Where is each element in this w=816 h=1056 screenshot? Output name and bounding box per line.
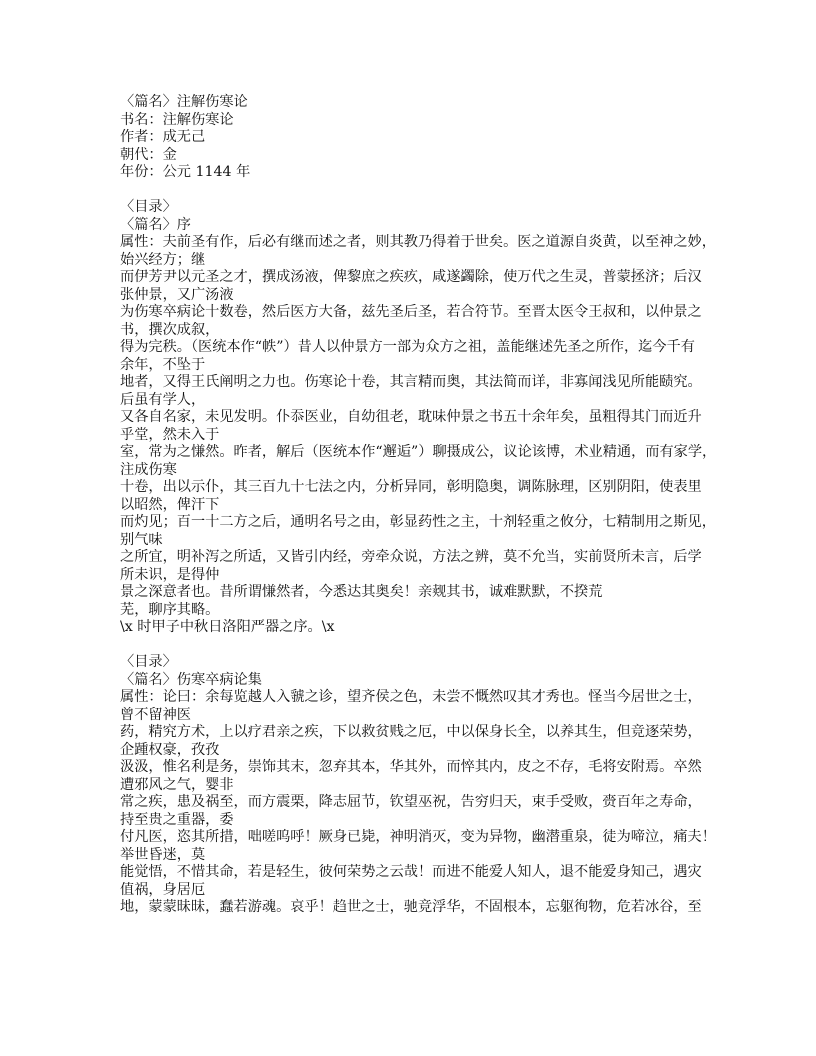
body-line: 注成伤寒 xyxy=(120,461,177,478)
book-name: 书名：注解伤寒论 xyxy=(120,111,234,128)
year: 年份：公元 1144 年 xyxy=(120,164,251,180)
author: 作者：成无己 xyxy=(120,129,206,145)
body-line: 属性：论曰：余每览越人入虢之诊，望齐侯之色，未尝不慨然叹其才秀也。怪当今居世之士， xyxy=(120,689,702,705)
body-line: 能觉悟，不惜其命，若是轻生，彼何荣势之云哉！而进不能爱人知人，退不能爱身知己，遇灾 xyxy=(120,864,702,880)
body-line: 企踵权豪，孜孜 xyxy=(120,741,220,758)
body-line: 药，精究方术，上以疗君亲之疾，下以救贫贱之厄，中以保身长全，以养其生，但竞逐荣势， xyxy=(120,724,702,740)
body-line: 常之疾，患及祸至，而方震栗，降志屈节，钦望巫祝，告穷归天，束手受败，赍百年之寿命， xyxy=(120,794,702,810)
body-line: 又各自名家，未见发明。仆忝医业，自幼徂老，耽味仲景之书五十余年矣，虽粗得其门而近升 xyxy=(120,409,702,425)
body-line: 曾不留神医 xyxy=(120,706,191,723)
body-line: 遭邪风之气，婴非 xyxy=(120,776,234,793)
body-line: 而伊芳尹以元圣之才，撰成汤液，俾黎庶之疾疚，咸遂蠲除，使万代之生灵，普蒙拯济；后汉 xyxy=(120,269,702,285)
body-line: 得为完秩。（医统本作“帙”）昔人以仲景方一部为众方之祖，盖能继述先圣之所作，迄今千有 xyxy=(120,339,695,355)
body-line: 之所宜，明补泻之所适，又皆引内经，旁牵众说，方法之辨，莫不允当，实前贤所未言，后学 xyxy=(120,549,702,565)
toc-tag: 〈目录〉 xyxy=(120,199,177,215)
body-line: 张仲景，又广汤液 xyxy=(120,286,234,303)
body-line: 而灼见；百一十二方之后，通明名号之由，彰显药性之主，十剂轻重之攸分，七精制用之斯见， xyxy=(120,514,716,530)
body-line: 付凡医，恣其所措，咄嗟呜呼！厥身已毙，神明消灭，变为异物，幽潜重泉，徒为啼泣，痛夫！ xyxy=(120,829,716,845)
section-title: 〈篇名〉序 xyxy=(120,216,191,233)
body-line: 汲汲，惟名利是务，崇饰其末，忽弃其本，华其外，而悴其内，皮之不存，毛将安附焉。卒然 xyxy=(120,759,702,775)
body-line: 地者，又得王氏阐明之力也。伤寒论十卷，其言精而奥，其法简而详，非寡闻浅见所能赜究。 xyxy=(120,374,702,390)
body-line: 十卷，出以示仆，其三百九十七法之内，分析异同，彰明隐奥，调陈脉理，区别阴阳，使表里 xyxy=(120,479,702,495)
body-line: 景之深意者也。昔所谓慊然者，今悉达其奥矣！亲觌其书，诚难默默，不揆荒 xyxy=(120,584,603,600)
toc-tag: 〈目录〉 xyxy=(120,654,177,670)
body-line: 乎堂，然未入于 xyxy=(120,426,220,443)
signature-line: \x 时甲子中秋日洛阳严器之序。\x xyxy=(120,619,335,635)
body-line: 别气味 xyxy=(120,531,163,548)
chapter-tag: 〈篇名〉注解伤寒论 xyxy=(120,94,248,110)
body-line: 后虽有学人， xyxy=(120,391,206,408)
body-line: 值祸，身居厄 xyxy=(120,881,206,898)
body-line: 书，撰次成叙， xyxy=(120,321,220,338)
body-line: 举世昏迷，莫 xyxy=(120,846,206,863)
spacer xyxy=(120,182,720,200)
body-line: 属性：夫前圣有作，后必有继而述之者，则其教乃得着于世矣。医之道源自炎黄，以至神之妙， xyxy=(120,234,716,250)
body-line: 芜，聊序其略。 xyxy=(120,601,220,618)
section-title: 〈篇名〉伤寒卒病论集 xyxy=(120,671,262,688)
dynasty: 朝代：金 xyxy=(120,146,177,163)
body-line: 始兴经方；继 xyxy=(120,251,206,268)
spacer xyxy=(120,637,720,655)
body-line: 持至贵之重器，委 xyxy=(120,811,234,828)
body-line: 室，常为之慊然。昨者，解后（医统本作“邂逅”）聊摄成公，议论该博，术业精通，而有家学， xyxy=(120,444,717,460)
body-line: 余年，不坠于 xyxy=(120,356,206,373)
body-line: 以昭然，俾汗下 xyxy=(120,496,220,513)
body-line: 所未识，是得仲 xyxy=(120,566,220,583)
document-page xyxy=(120,94,720,917)
body-line: 地，蒙蒙昧昧，蠢若游魂。哀乎！趋世之士，驰竞浮华，不固根本，忘躯徇物，危若冰谷，至 xyxy=(120,899,702,915)
body-line: 为伤寒卒病论十数卷，然后医方大备，兹先圣后圣，若合符节。至晋太医令王叔和，以仲景之 xyxy=(120,304,702,320)
